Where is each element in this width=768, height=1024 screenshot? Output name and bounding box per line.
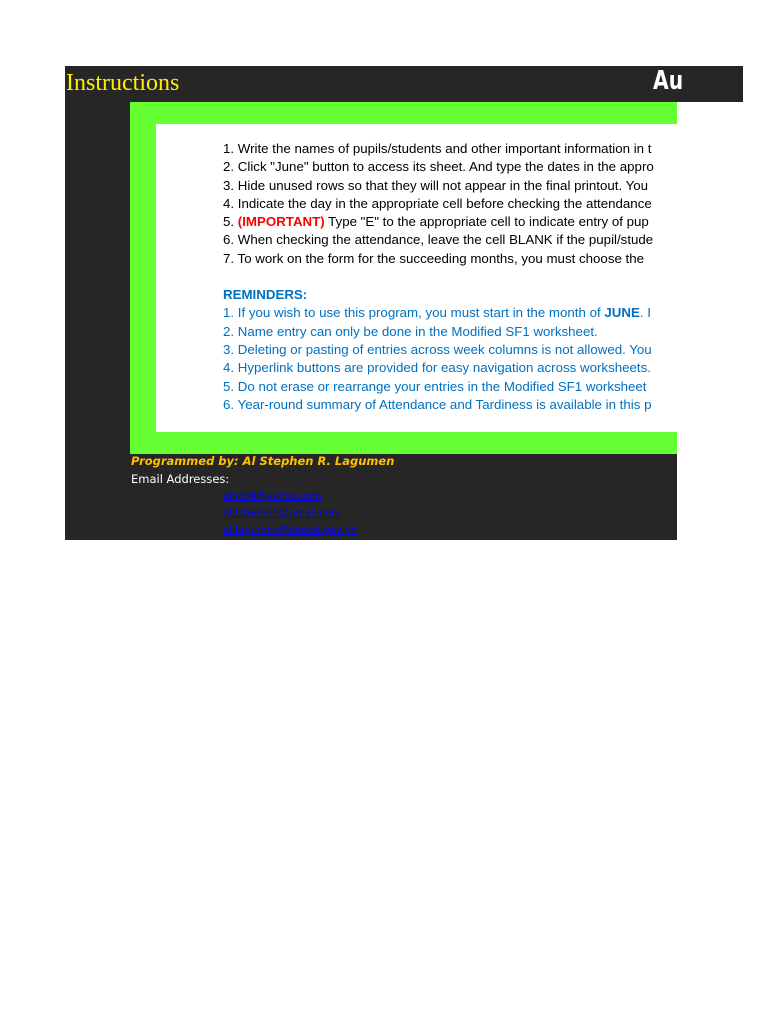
green-frame	[130, 102, 677, 454]
reminder-item-5: 5. Do not erase or rearrange your entries in the Modified SF1 worksheet	[223, 378, 647, 394]
reminder-item-3: 3. Deleting or pasting of entries across week columns is not allowed. You	[223, 341, 652, 357]
reminder-item-6: 6. Year-round summary of Attendance and Tardiness is available in this p	[223, 396, 652, 412]
instruction-item-3: 3. Hide unused rows so that they will not appear in the final printout. You	[223, 177, 649, 193]
email-link-deped[interactable]: al.lagumen@deped.gov.ph	[223, 525, 357, 536]
reminder-month: JUNE	[604, 305, 640, 321]
header-bar-right	[677, 66, 743, 102]
reminder-item-4: 4. Hyperlink buttons are provided for easy navigation across worksheets.	[223, 360, 651, 376]
reminders-heading: REMINDERS:	[223, 287, 308, 303]
instructions-sheet	[65, 66, 684, 540]
instruction-item-5	[223, 213, 654, 231]
instruction-item-6: 6. When checking the attendance, leave the cell BLANK if the pupil/stude	[223, 232, 654, 248]
instructions-list	[223, 140, 654, 414]
programmer-credit: Programmed by: Al Stephen R. Lagumen	[131, 454, 395, 468]
instruction-item-5-text: Type "E" to the appropriate cell to indicate entry of pup	[324, 214, 649, 230]
email-link-yahoo[interactable]: alpex4@yahoo.com	[223, 491, 322, 502]
instruction-item-7: 7. To work on the form for the succeeding months, you must choose the	[223, 250, 645, 266]
reminder-item-2: 2. Name entry can only be done in the Modified SF1 worksheet.	[223, 323, 598, 339]
page-title: Instructions	[66, 70, 180, 96]
instruction-item-1: 1. Write the names of pupils/students and other important information in t	[223, 141, 652, 156]
instruction-item-2: 2. Click "June" button to access its sheet. And type the dates in the appro	[223, 159, 654, 175]
reminder-item-1	[223, 304, 654, 322]
reminder-item-1-text: 1. If you wish to use this program, you must start in the month of	[223, 305, 605, 321]
reminder-item-1-rest: . I	[639, 305, 651, 321]
banner-title: Au	[653, 66, 684, 96]
instructions-panel	[156, 124, 677, 432]
list-spacer	[223, 268, 654, 286]
email-link-gmail[interactable]: al2stephen@gmail.com	[223, 508, 342, 519]
instruction-item-5-number: 5.	[223, 214, 238, 230]
important-label: (IMPORTANT)	[237, 214, 325, 230]
email-label: Email Addresses:	[131, 472, 230, 486]
instruction-item-4: 4. Indicate the day in the appropriate cell before checking the attendance	[223, 195, 652, 211]
